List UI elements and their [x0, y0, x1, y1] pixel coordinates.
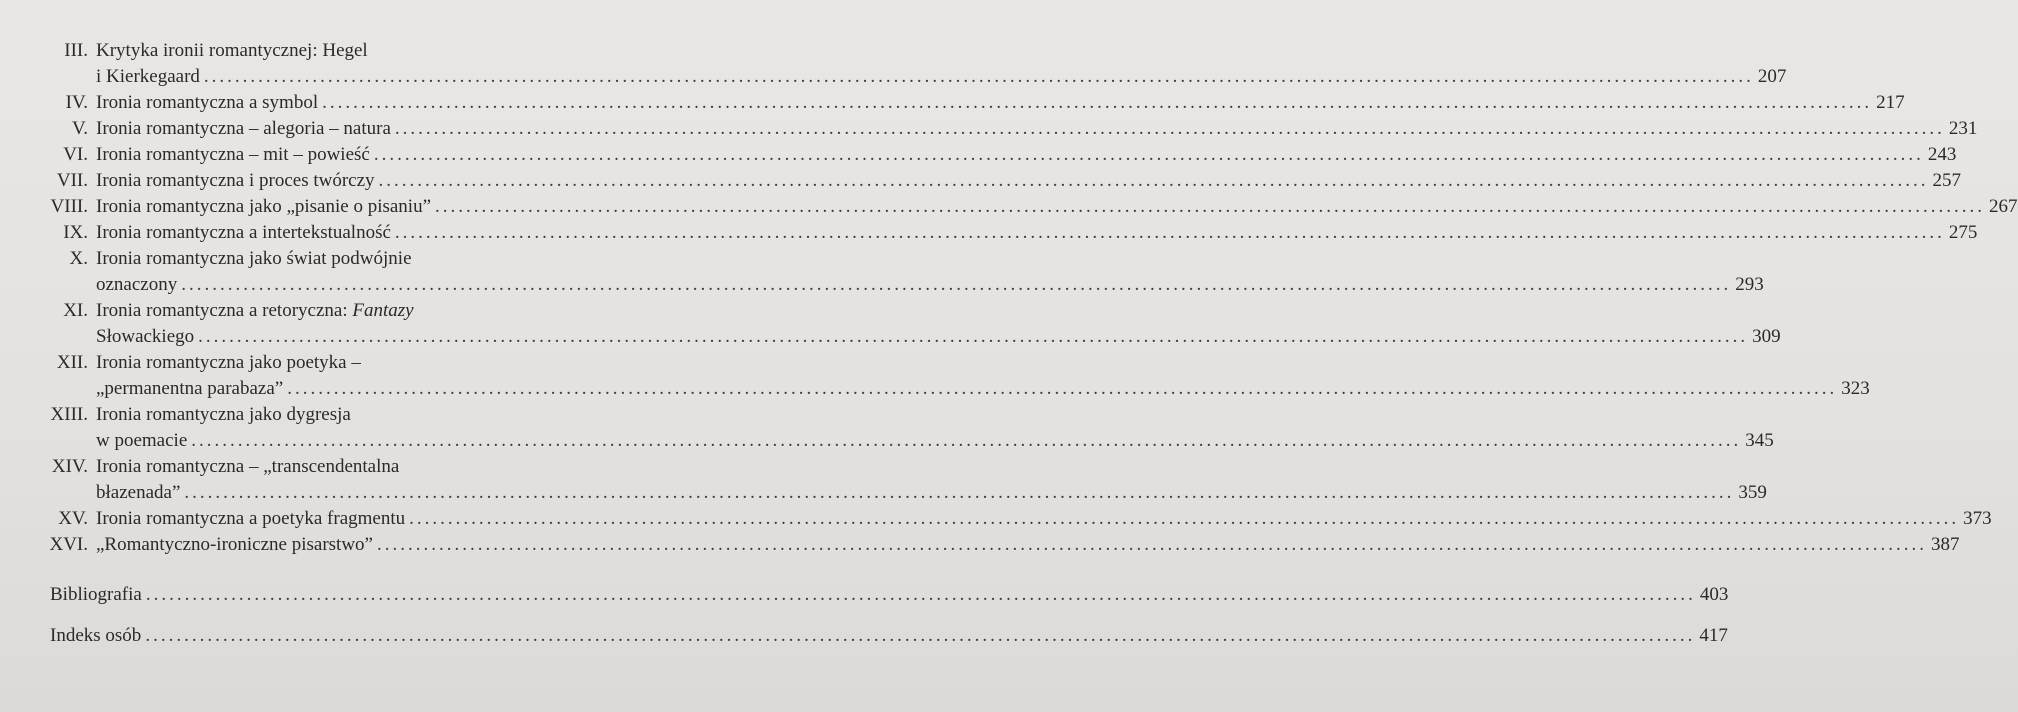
leader-dots: ........................................................................................................................................................................................................ [409, 508, 1960, 529]
chapter-title-line: Ironia romantyczna jako dygresja [96, 404, 351, 425]
leader-dots: ........................................................................................................................................................................................................ [394, 118, 1945, 139]
chapter-title-line: oznaczony [96, 274, 178, 295]
chapter-number: VIII. [50, 196, 88, 217]
toc-entry-xiii [0, 402, 1774, 454]
leader-dots: ........................................................................................................................................................................................................ [378, 170, 1929, 191]
toc-entry-bibliography [0, 582, 1729, 608]
toc-entry-index [0, 623, 1728, 649]
chapter-title-line: „permanentna parabaza” [96, 378, 284, 399]
page-number: 417 [1699, 625, 1728, 646]
toc-entry-v [0, 116, 1978, 142]
page-number: 275 [1948, 222, 1978, 243]
leader-dots: ........................................................................................................................................................................................................ [145, 625, 1696, 646]
toc-entry-iv [0, 90, 1905, 116]
toc-entry-xvi [0, 532, 1960, 558]
chapter-title: Ironia romantyczna i proces twórczy [96, 170, 375, 191]
leader-dots: ........................................................................................................................................................................................................ [287, 378, 1838, 399]
chapter-title: Ironia romantyczna jako „pisanie o pisaniu” [96, 196, 432, 217]
chapter-number: XIII. [50, 404, 88, 425]
leader-dots: ........................................................................................................................................................................................................ [373, 144, 1924, 165]
leader-dots: ........................................................................................................................................................................................................ [198, 326, 1749, 347]
chapter-title: Ironia romantyczna a intertekstualność [96, 222, 391, 243]
page-number: 243 [1927, 144, 1957, 165]
chapter-title-line: w poemacie [96, 430, 188, 451]
italic-work-title: Fantazy [352, 300, 414, 321]
chapter-number: XI. [63, 300, 88, 321]
chapter-number: XIV. [51, 456, 88, 477]
chapter-title: „Romantyczno-ironiczne pisarstwo” [96, 534, 373, 555]
chapter-number: XV. [58, 508, 88, 529]
leader-dots: ........................................................................................................................................................................................................ [191, 430, 1742, 451]
toc-entry-xv [0, 506, 1992, 532]
chapter-title-line: błazenada” [96, 482, 181, 503]
page-number: 373 [1963, 508, 1992, 529]
chapter-number: IV. [65, 92, 88, 113]
page-number: 345 [1745, 430, 1774, 451]
chapter-title-line: Ironia romantyczna jako poetyka – [96, 352, 361, 373]
leader-dots: ........................................................................................................................................................................................................ [435, 196, 1986, 217]
chapter-title-line: i Kierkegaard [96, 66, 200, 87]
toc-entry-ix [0, 220, 1978, 246]
bibliography-label: Bibliografia [50, 584, 142, 605]
toc-entry-viii [0, 194, 2018, 220]
leader-dots: ........................................................................................................................................................................................................ [145, 584, 1696, 605]
toc-entry-x [0, 246, 1764, 298]
index-label: Indeks osób [50, 625, 142, 646]
chapter-number: IX. [63, 222, 88, 243]
page-number: 323 [1841, 378, 1870, 399]
page-number: 403 [1699, 584, 1729, 605]
chapter-title-line: Słowackiego [96, 326, 195, 347]
toc-entry-xii [0, 350, 1870, 402]
chapter-title: Ironia romantyczna – mit – powieść [96, 144, 370, 165]
toc-entry-vii [0, 168, 1962, 194]
chapter-number: V. [71, 118, 88, 139]
page-number: 267 [1989, 196, 2018, 217]
page-number: 231 [1948, 118, 1978, 139]
leader-dots: ........................................................................................................................................................................................................ [203, 66, 1754, 87]
leader-dots: ........................................................................................................................................................................................................ [376, 534, 1927, 555]
chapter-number: XII. [56, 352, 88, 373]
toc-entry-iii [0, 38, 1787, 90]
section-gap [0, 558, 600, 582]
chapter-title-line: Ironia romantyczna a retoryczna: Fantazy [96, 300, 414, 321]
page-number: 207 [1757, 66, 1787, 87]
leader-dots: ........................................................................................................................................................................................................ [184, 482, 1735, 503]
chapter-number: VI. [63, 144, 88, 165]
page-number: 359 [1738, 482, 1767, 503]
page-number: 217 [1876, 92, 1905, 113]
toc-entry-vi [0, 142, 1957, 168]
chapter-number: X. [69, 248, 88, 269]
table-of-contents [0, 38, 2018, 664]
chapter-title: Ironia romantyczna – alegoria – natura [96, 118, 391, 139]
chapter-title-line: Ironia romantyczna jako świat podwójnie [96, 248, 412, 269]
page-number: 309 [1752, 326, 1781, 347]
chapter-number: III. [64, 40, 88, 61]
chapter-title: Ironia romantyczna a symbol [96, 92, 319, 113]
leader-dots: ........................................................................................................................................................................................................ [322, 92, 1873, 113]
chapter-title: Ironia romantyczna a poetyka fragmentu [96, 508, 406, 529]
leader-dots: ........................................................................................................................................................................................................ [394, 222, 1945, 243]
toc-entry-xiv [0, 454, 1767, 506]
toc-entry-xi [0, 298, 1781, 350]
leader-dots: ........................................................................................................................................................................................................ [181, 274, 1732, 295]
chapter-title-line: Ironia romantyczna – „transcendentalna [96, 456, 400, 477]
chapter-title-line: Krytyka ironii romantycznej: Hegel [96, 40, 368, 61]
chapter-number: XVI. [49, 534, 88, 555]
page-number: 293 [1735, 274, 1764, 295]
page-number: 387 [1930, 534, 1960, 555]
chapter-number: VII. [56, 170, 88, 191]
page-number: 257 [1932, 170, 1962, 191]
